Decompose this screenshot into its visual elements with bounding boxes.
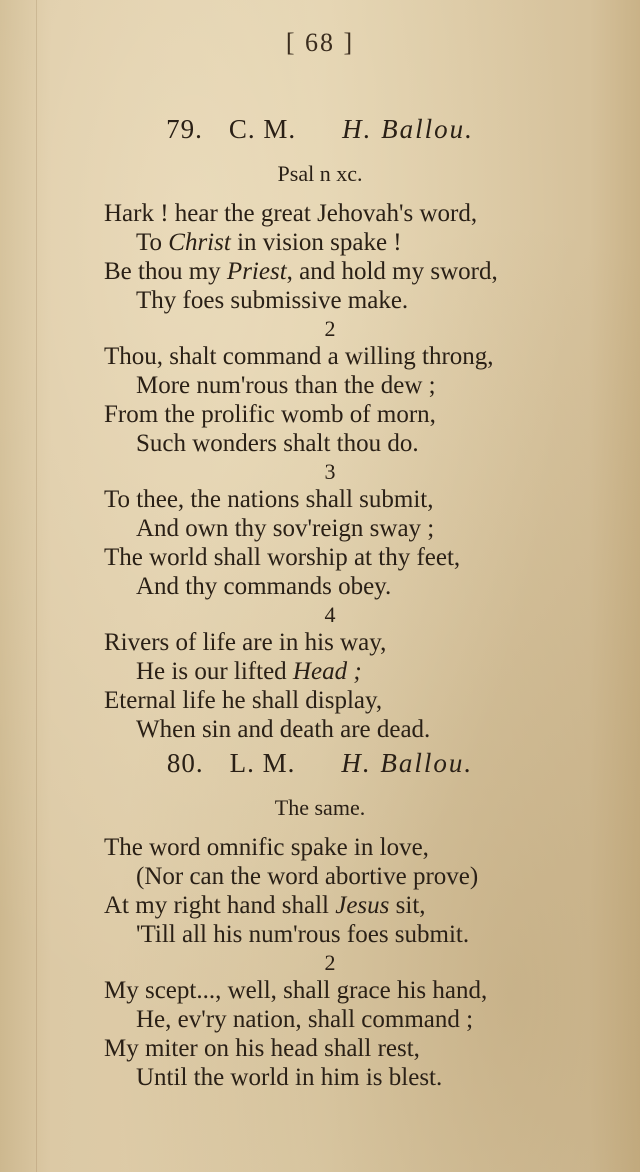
verse-text: My scept..., well, shall grace his hand, (104, 977, 488, 1004)
verse-line (0, 228, 640, 257)
verse-text: , and hold my sword, (286, 258, 498, 285)
verse-line (0, 1005, 640, 1034)
verse-line (0, 715, 640, 744)
hymn-author: H. Ballou. (341, 748, 474, 778)
verse-text: Thy foes submissive make. (136, 287, 409, 314)
stanza-number: 3 (324, 459, 336, 484)
verse-line (0, 686, 640, 715)
verse-text: in vision spake ! (230, 229, 402, 256)
verse-text: sit, (389, 892, 426, 919)
verse-line (0, 628, 640, 657)
verse-line (0, 891, 640, 920)
verse-line (0, 833, 640, 862)
italic-word: Christ (168, 229, 231, 256)
hymn-meter: L. M. (229, 748, 296, 778)
hymn-80 (0, 748, 640, 1092)
verse-line (0, 371, 640, 400)
italic-word: Jesus (335, 892, 390, 919)
verse-text: And thy commands obey. (136, 573, 392, 600)
verse-line (0, 485, 640, 514)
verse-line (0, 862, 640, 891)
verse-line (0, 400, 640, 429)
verse-line (0, 920, 640, 949)
verse-text: Thou, shalt command a willing throng, (104, 343, 494, 370)
italic-word: Head ; (292, 658, 362, 685)
hymn-79 (0, 114, 640, 744)
stanza-number: 2 (324, 316, 336, 341)
italic-word: Priest (226, 258, 287, 285)
verse-text: Rivers of life are in his way, (104, 629, 387, 656)
hymn-heading (0, 114, 640, 145)
hymn-body (0, 833, 640, 1092)
verse-text: Such wonders shalt thou do. (136, 430, 419, 457)
page-number: [ 68 ] (285, 28, 355, 57)
verse-line (0, 342, 640, 371)
verse-text: 'Till all his num'rous foes submit. (136, 921, 470, 948)
verse-text: At my right hand shall (104, 892, 336, 919)
verse-text: Eternal life he shall display, (104, 687, 383, 714)
verse-line (0, 976, 640, 1005)
hymn-body (0, 199, 640, 744)
verse-text: The world shall worship at thy feet, (104, 544, 461, 571)
verse-text: Until the world in him is blest. (136, 1064, 443, 1091)
verse-line (0, 514, 640, 543)
verse-text: When sin and death are dead. (136, 716, 431, 743)
verse-text: He is our lifted (136, 658, 293, 685)
stanza-number: 2 (324, 950, 336, 975)
hymn-number: 80. (166, 748, 204, 778)
verse-line (0, 1034, 640, 1063)
verse-text: My miter on his head shall rest, (104, 1035, 420, 1062)
verse-text: (Nor can the word abortive prove) (136, 863, 479, 890)
verse-line (0, 199, 640, 228)
verse-text: And own thy sov'reign sway ; (136, 515, 435, 542)
hymn-meter: C. M. (228, 114, 297, 144)
verse-line (0, 543, 640, 572)
hymn-subtitle: The same. (274, 795, 366, 820)
verse-line (0, 257, 640, 286)
verse-line (0, 572, 640, 601)
hymn-author: H. Ballou. (342, 114, 474, 144)
verse-text: More num'rous than the dew ; (136, 372, 436, 399)
verse-text: Hark ! hear the great Jehovah's word, (104, 200, 478, 227)
hymn-heading (0, 748, 640, 779)
verse-text: To thee, the nations shall submit, (104, 486, 434, 513)
verse-line (0, 657, 640, 686)
verse-text: To (136, 229, 169, 256)
verse-text: He, ev'ry nation, shall command ; (136, 1006, 474, 1033)
stanza-number: 4 (324, 602, 336, 627)
verse-line (0, 429, 640, 458)
hymn-number: 79. (166, 114, 203, 144)
hymn-subtitle: Psal n xc. (277, 161, 363, 186)
verse-line (0, 1063, 640, 1092)
verse-text: From the prolific womb of morn, (104, 401, 436, 428)
verse-text: Be thou my (104, 258, 227, 285)
verse-line (0, 286, 640, 315)
verse-text: The word omnific spake in love, (104, 834, 429, 861)
